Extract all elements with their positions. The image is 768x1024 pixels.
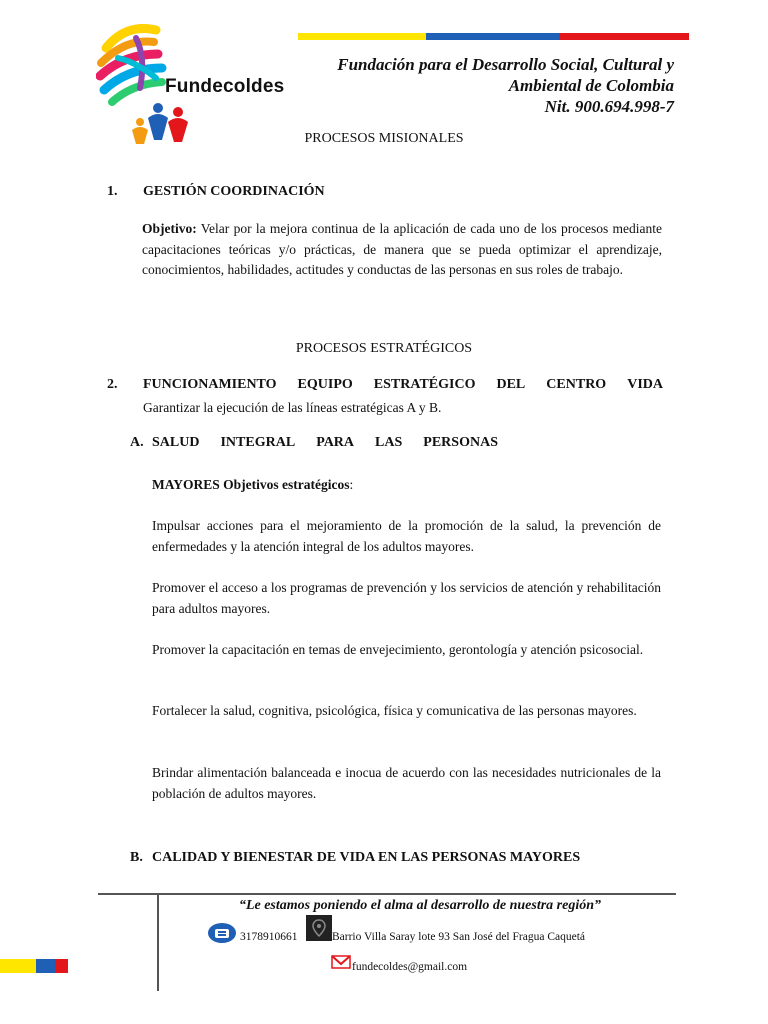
title-procesos-misionales: PROCESOS MISIONALES <box>304 131 464 146</box>
footer-flag <box>0 959 68 973</box>
sub-b-letter: B. <box>130 850 143 865</box>
objetivo-paragraph <box>142 219 662 281</box>
sub-a-word: PARA <box>316 435 355 450</box>
section-1-title: GESTIÓN COORDINACIÓN <box>143 184 325 199</box>
section-2-word: ESTRATÉGICO <box>373 377 476 392</box>
footer-vertical-divider <box>157 895 159 991</box>
section-2-subtitle: Garantizar la ejecución de las líneas estratégicas A y B. <box>143 400 442 415</box>
sub-a-letter: A. <box>130 435 144 450</box>
sub-a-line-2 <box>152 475 664 496</box>
footer-address: Barrio Villa Saray lote 93 San José del Fragua Caquetá <box>332 931 585 943</box>
location-pin-icon <box>306 915 332 941</box>
section-2-title <box>143 377 663 393</box>
footer-slogan: “Le estamos poniendo el alma al desarrollo de nuestra región” <box>238 898 602 913</box>
objective-item: Impulsar acciones para el mejoramiento de la promoción de la salud, la prevención de enfermedades y la atención integral de los adultos mayores. <box>152 518 661 554</box>
org-nit: Nit. 900.694.998-7 <box>544 97 674 116</box>
sub-b-title: CALIDAD Y BIENESTAR DE VIDA EN LAS PERSONAS MAYORES <box>152 850 581 865</box>
sub-a-mayores-label: MAYORES Objetivos estratégicos <box>152 477 350 492</box>
sub-a-colon: : <box>349 477 354 492</box>
footer-divider <box>98 893 676 895</box>
flag-red <box>559 33 689 40</box>
org-line-1: Fundación para el Desarrollo Social, Cultural y <box>337 55 674 74</box>
logo-text: Fundecoldes <box>165 76 285 97</box>
section-2-word: DEL <box>496 377 526 392</box>
header-flag-bar <box>298 33 689 40</box>
phone-icon <box>207 922 237 944</box>
objetivo-text: Velar por la mejora continua de la aplicación de cada uno de los procesos mediante capacitaciones teóricas y/o prácticas, de manera que se pueda optimizar el aprendizaje, conocimientos, habilidades, actitudes y conductas de las personas en sus roles de trabajo. <box>142 221 662 277</box>
flag-red <box>55 959 68 973</box>
section-2-word: CENTRO <box>546 377 607 392</box>
objetivo-label: Objetivo: <box>142 221 197 236</box>
objective-item: Promover el acceso a los programas de prevención y los servicios de atención y rehabilitación para adultos mayores. <box>152 580 661 616</box>
section-2-word: EQUIPO <box>297 377 353 392</box>
flag-blue <box>36 959 55 973</box>
footer-phone: 3178910661 <box>240 931 298 943</box>
flag-yellow <box>0 959 36 973</box>
sub-a-word: SALUD <box>152 435 200 450</box>
sub-a-word: LAS <box>375 435 403 450</box>
section-1-number: 1. <box>107 184 118 199</box>
footer-email[interactable]: fundecoldes@gmail.com <box>352 961 468 973</box>
org-line-2: Ambiental de Colombia <box>508 76 674 95</box>
section-2-word: VIDA <box>627 377 663 392</box>
sub-a-word: PERSONAS <box>423 435 498 450</box>
section-2-word: FUNCIONAMIENTO <box>143 377 277 392</box>
organization-name <box>337 54 674 117</box>
objective-item: Brindar alimentación balanceada e inocua de acuerdo con las necesidades nutricionales de la población de adultos mayores. <box>152 765 661 801</box>
sub-a-word: INTEGRAL <box>220 435 296 450</box>
section-2-number: 2. <box>107 377 118 392</box>
title-procesos-estrategicos: PROCESOS ESTRATÉGICOS <box>295 341 473 356</box>
sub-a-title <box>152 435 498 451</box>
objective-item: Fortalecer la salud, cognitiva, psicológica, física y comunicativa de las personas mayores. <box>152 703 637 718</box>
flag-yellow <box>298 33 426 40</box>
email-icon <box>331 954 351 970</box>
flag-blue <box>426 33 559 40</box>
objective-item: Promover la capacitación en temas de envejecimiento, gerontología y atención psicosocial. <box>152 642 644 657</box>
